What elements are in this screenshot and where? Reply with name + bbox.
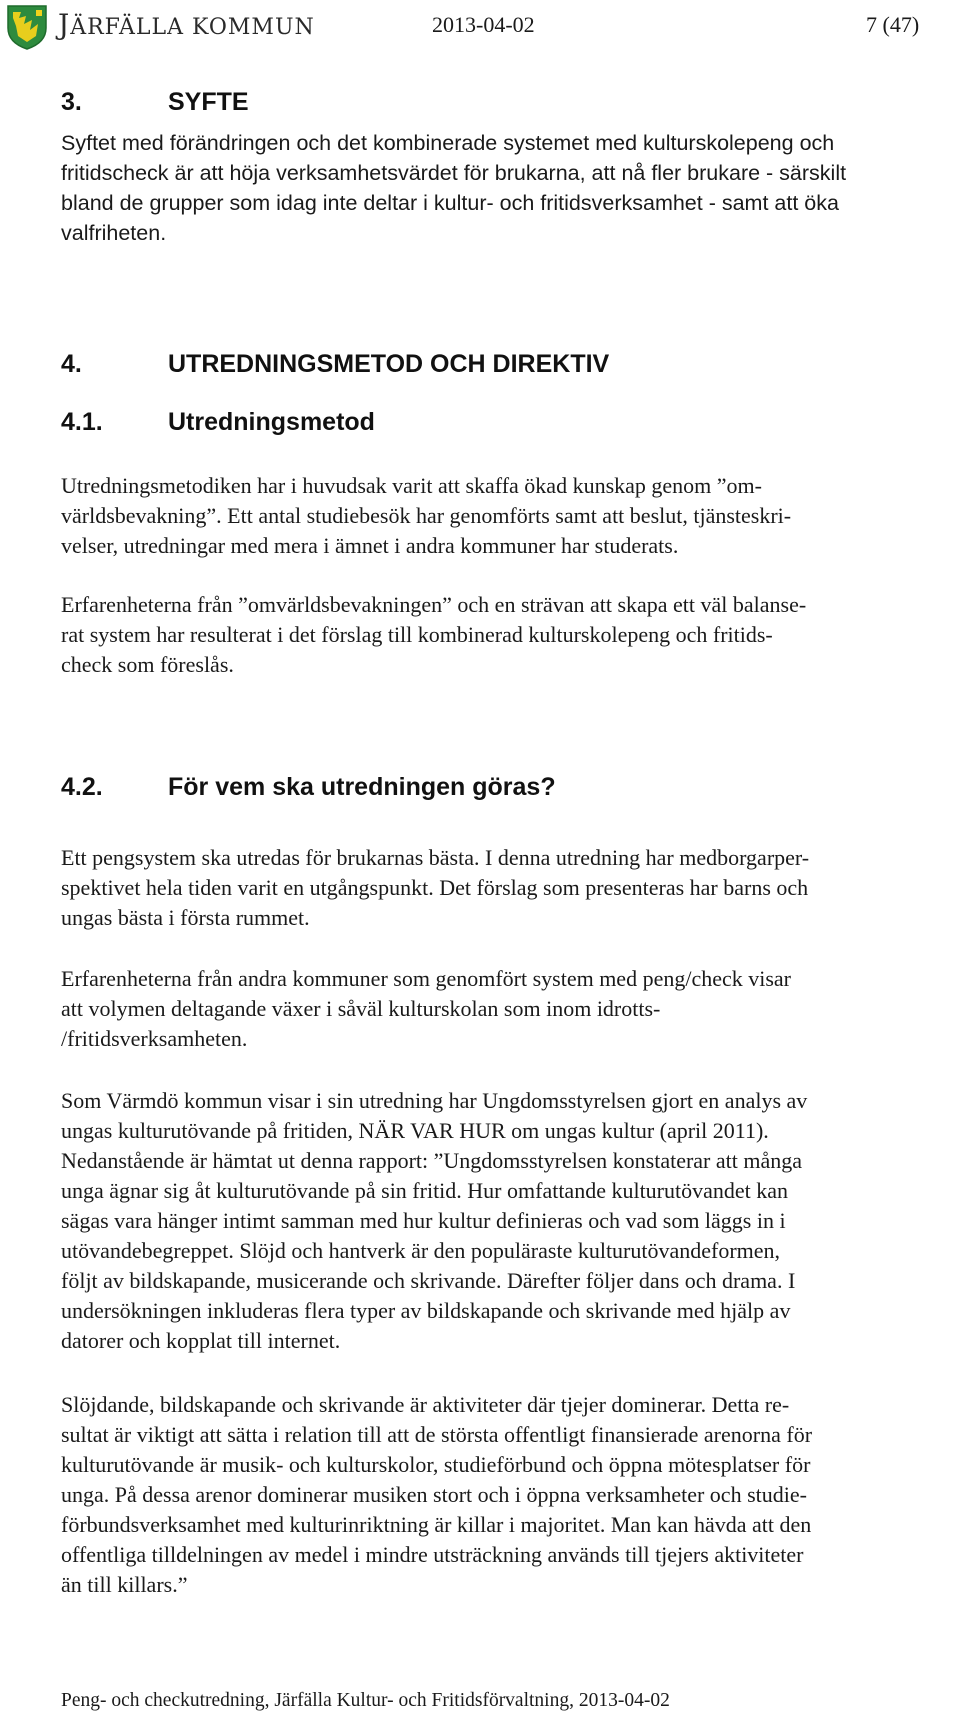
paragraph-for-vem-3: Som Värmdö kommun visar i sin utredning har Ungdomsstyrelsen gjort en analys av ungas kulturutövande på fritiden, NÄR VAR HUR om ungas kultur (april 2011). Nedanstående är hämtat ut denna rapport: ”Ungdomsstyrelsen konstaterar att många unga ägnar sig åt kulturutövande på sin fritid. Hur omfattande kulturutövandet kan sägas vara hänger intimt samman med hur kultur definieras och vad som läggs in i utövandebegreppet. Slöjd och hantverk är den populäraste kulturutövandeformen, följt av bildskapande, musicerande och skrivande. Därefter följer dans och drama. I undersökningen inkluderas flera typer av bildskapande och skrivande med hjälp av datorer och kopplat till internet. [61, 1088, 808, 1353]
document-date: 2013-04-02 [432, 12, 535, 37]
section-title: För vem ska utredningen göras? [168, 773, 556, 801]
paragraph-for-vem-2: Erfarenheterna från andra kommuner som genomfört system med peng/check visar att volymen deltagande växer i såväl kulturskolan som inom idrotts- /fritidsverksamheten. [61, 966, 792, 1051]
section-title: SYFTE [168, 88, 249, 116]
paragraph-utredningsmetod-1: Utredningsmetodiken har i huvudsak varit att skaffa ökad kunskap genom ”om- världsbevakning”. Ett antal studiebesök har genomförts samt att beslut, tjänsteskri- velser, utredningar med mera i ämnet i andra kommuner har studerats. [61, 473, 792, 558]
municipal-shield-logo-icon [6, 4, 48, 50]
paragraph-for-vem-1: Ett pengsystem ska utredas för brukarnas bästa. I denna utredning har medborgarper- spektivet hela tiden varit en utgångspunkt. Det förslag som presenteras har barns och ungas bästa i första rummet. [61, 845, 810, 930]
section-number: 4.2. [61, 773, 103, 801]
paragraph-utredningsmetod-2: Erfarenheterna från ”omvärldsbevakningen” och en strävan att skapa ett väl balanse- rat system har resulterat i det förslag till kombinerad kulturskolepeng och fritids- check som föreslås. [61, 592, 807, 677]
page-number: 7 (47) [866, 12, 920, 37]
section-title: Utredningsmetod [168, 408, 375, 436]
page-footer: Peng- och checkutredning, Järfälla Kultur- och Fritidsförvaltning, 2013-04-02 [61, 1690, 670, 1711]
organization-name: JÄRFÄLLA KOMMUN [58, 8, 315, 41]
section-number: 4.1. [61, 408, 103, 436]
section-number: 4. [61, 350, 82, 378]
paragraph-syfte: Syftet med förändringen och det kombinerade systemet med kulturskolepeng och fritidscheck är att höja verksamhetsvärdet för brukarna, att nå fler brukare - särskilt bland de grupper som idag inte deltar i kultur- och fritidsverksamhet - samt att öka valfriheten. [61, 131, 847, 245]
section-number: 3. [61, 88, 82, 116]
section-title: UTREDNINGSMETOD OCH DIREKTIV [168, 350, 610, 378]
paragraph-for-vem-4: Slöjdande, bildskapande och skrivande är aktiviteter där tjejer dominerar. Detta re- sultat är viktigt att sätta i relation till att de största offentligt finansierade arenorna för kulturutövande är musik- och kulturskolor, studieförbund och öppna mötesplatser för unga. På dessa arenor dominerar musiken stort och i öppna verksamheter och studie- förbundsverksamhet med kulturinriktning är killar i majoritet. Man kan hävda att den offentliga tilldelningen av medel i mindre utsträckning används till tjejers aktiviteter än till killars.” [61, 1392, 813, 1597]
